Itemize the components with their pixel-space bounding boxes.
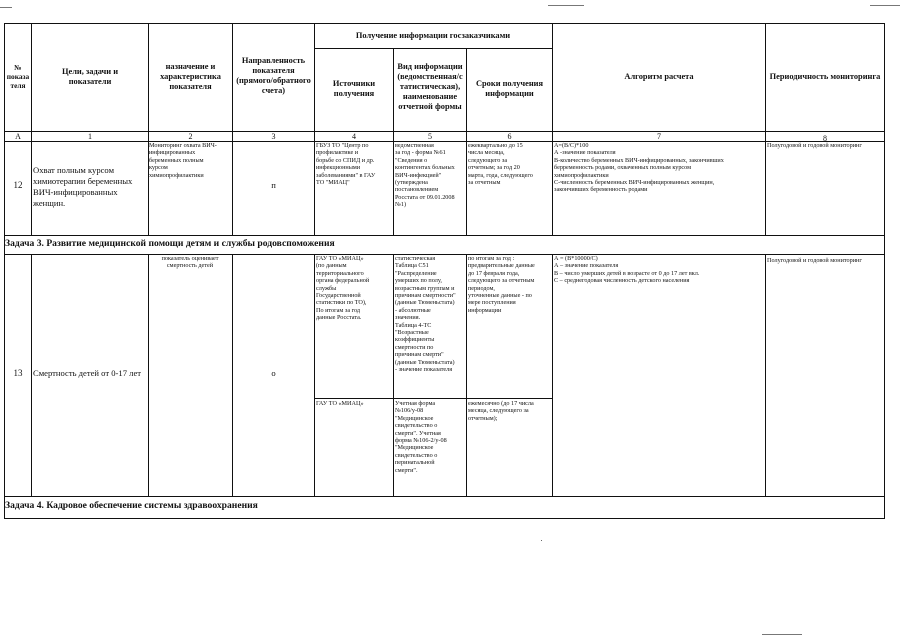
row13-terms-b: ежемесячно (до 17 числа месяца, следующего за отчетным); [468,400,534,422]
header-col-period: Периодичность мониторинга [769,72,881,81]
row12-algorithm: А=(В/С)*100 А -значение показателя В-количество беременных ВИЧ-инфицированных, закончивших берременность родами, охваченных полным курсом химиопрофилактики С-численность беременных ВИЧ-инфицированных женщин, закончивших беременность родами [554,142,724,194]
row12-source: ГБУЗ ТО "Центр по профилактике и борьбе со СПИД и др. инфекционными заболеваниями" в ГАУ ТО "МИАЦ" [316,142,376,187]
row13-source-b: ГАУ ТО «МИАЦ» [316,400,364,407]
row13-algorithm: А = (В*10000/С) А – значение показателя В – число умерших детей в возрасте от 0 до 17 лет вкл. С – среднегодовая численность детского населения [554,255,700,285]
col-num-a: А [15,132,21,141]
row13-period: Полугодовой и годовой мониторинг [767,257,862,264]
col-num-7: 7 [657,132,661,141]
row12-purpose: Мониторинг охвата ВИЧ- инфицированных беременных полным курсом химиопрофилактики [149,142,217,179]
row13-info-b: Учетная форма №106/у-08 "Медицинское свидетельство о смерти". Учетная форма №106-2/у-08 "Медицинское свидетельство о перинатальной смерти". [395,400,447,474]
row13-source-a: ГАУ ТО «МИАЦ» (по данным территориального органа федеральной службы Государственной статистики по ТО), По итогам за год данные Росстата. [316,255,370,322]
row13-direction: о [271,368,276,378]
header-col-info-type: Вид информации (ведомственная/с татистическая), наименование отчетной формы [397,62,463,111]
row13-number: 13 [13,368,23,378]
row12-terms: ежеквартально до 15 числа месяца, следующего за отчетным; за год 20 марта, года, следующего за отчетным [468,142,533,187]
row12-direction: п [271,180,276,190]
header-col-goals: Цели, задачи и показатели [61,67,119,86]
row13-terms-a: по итогам за год : предварительные данные до 17 февраля года, следующего за отчетным периодом, уточненные данные - по мере поступления информации [468,255,535,314]
row13-purpose: показатель оценивает смертность детей [161,255,219,270]
row13-goal: Смертность детей от 0-17 лет [33,368,142,378]
scan-speck [541,540,542,541]
header-col-algorithm: Алгоритм расчета [624,72,694,81]
col-num-1: 1 [88,132,92,141]
col-num-8: 8 [823,134,827,143]
row12-period: Полугодовой и годовой мониторинг [767,142,862,149]
section-title-task3: Задача 3. Развитие медицинской помощи детям и службы родовспоможения [5,238,335,249]
header-group-title: Получение информации госзаказчиками [355,31,511,40]
row12-info: ведомственная за год - форма №61 "Сведения о контингентах больных ВИЧ-инфекцией" (утверждена постановлением Росстата от 09.01.2008 №1) [395,142,455,209]
header-col-number: № показа теля [6,63,30,90]
header-col-direction: Направленность показателя (прямого/обратного счета) [236,56,311,95]
top-edge-mark-right [870,5,900,6]
top-edge-mark-mid [548,5,584,6]
row13-info-a: статистическая Таблица С51 "Распределение умерших по полу, возрастным группам и причинам смертности" (данные Тюменьстата) - абсолютные значения. Таблица 4-ТС "Возрастные коэффициенты смертности по причинам смерти" (данные Тюменьстата) - значение показателя [395,255,456,374]
col-num-4: 4 [352,132,356,141]
top-edge-mark-left [0,7,12,8]
bottom-edge-mark [762,634,802,635]
header-col-source: Источники получения [332,79,376,98]
col-num-5: 5 [428,132,432,141]
header-col-terms: Сроки получения информации [475,79,544,98]
col-num-2: 2 [188,132,193,141]
section-title-task4: Задача 4. Кадровое обеспечение системы здравоохранения [5,500,258,511]
col-num-3: 3 [271,132,276,141]
row12-number: 12 [13,180,23,190]
row12-goal: Охват полным курсом химиотерапии беременных ВИЧ-инфицированных женщин. [33,165,133,208]
header-col-purpose: назначение и характеристика показателя [160,62,221,91]
col-num-6: 6 [507,132,512,141]
